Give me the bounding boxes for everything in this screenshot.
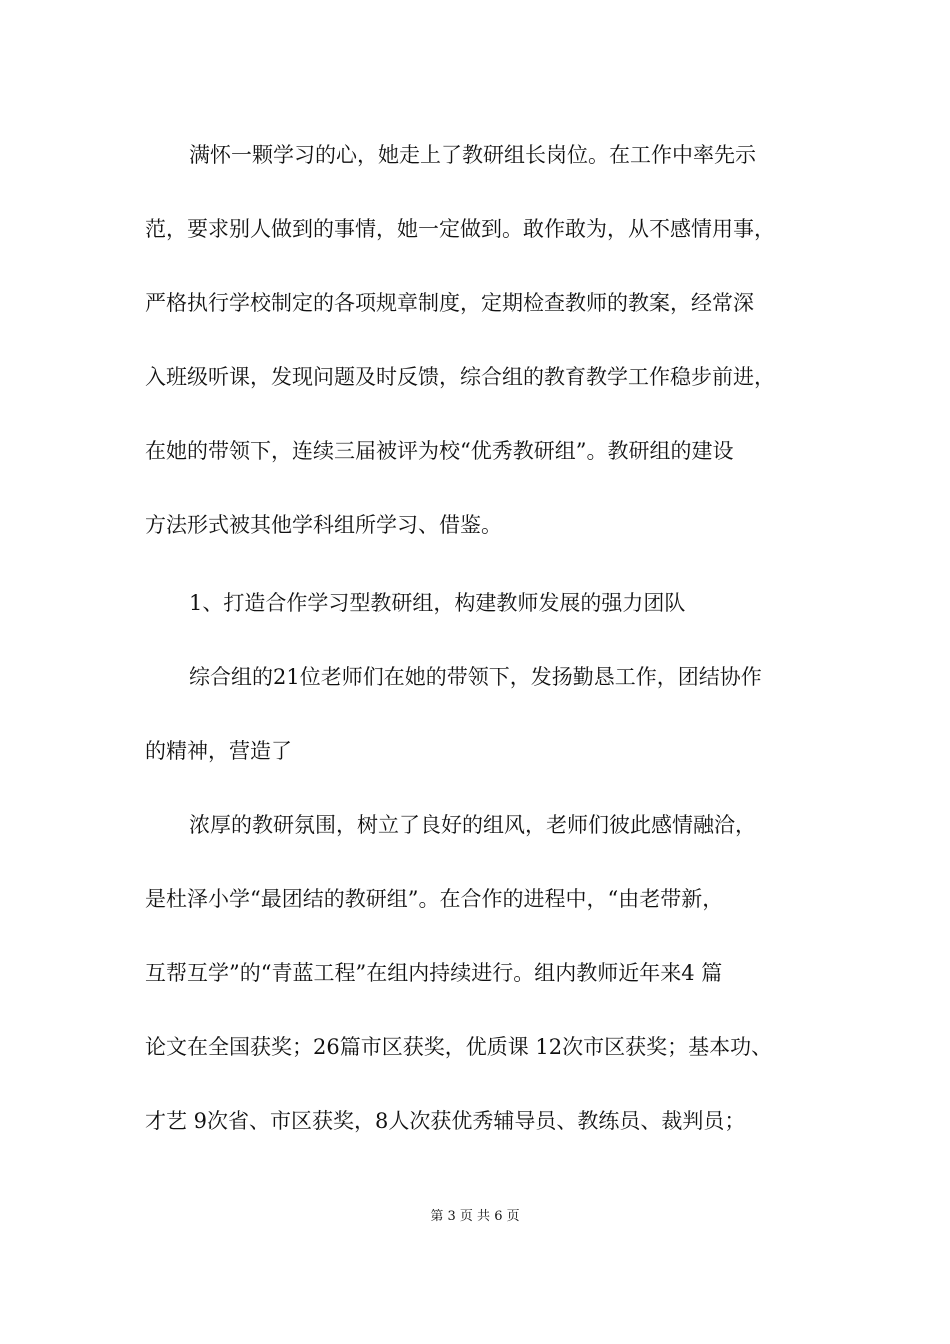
paragraph-line: 的精神，营造了 [145,739,292,763]
paragraph-line: 互帮互学”的“青蓝工程”在组内持续进行。组内教师近年来4 篇 [145,961,723,985]
section-heading: 1、打造合作学习型教研组，构建教师发展的强力团队 [189,591,686,615]
paragraph-line: 综合组的21位老师们在她的带领下，发扬勤恳工作，团结协作 [189,665,762,689]
paragraph-line: 是杜泽小学“最团结的教研组”。在合作的进程中，“由老带新， [145,887,724,911]
paragraph-line: 方法形式被其他学科组所学习、借鉴。 [145,513,502,537]
paragraph-line: 在她的带领下，连续三届被评为校“优秀教研组”。教研组的建设 [145,439,734,463]
paragraph-line: 浓厚的教研氛围，树立了良好的组风，老师们彼此感情融洽， [189,813,756,837]
paragraph-line: 才艺 9次省、市区获奖，8人次获优秀辅导员、教练员、裁判员； [145,1109,746,1133]
paragraph-line: 论文在全国获奖；26篇市区获奖，优质课 12次市区获奖；基本功、 [145,1035,773,1059]
paragraph-line: 满怀一颗学习的心，她走上了教研组长岗位。在工作中率先示 [189,143,756,167]
paragraph-line: 范，要求别人做到的事情，她一定做到。敢作敢为，从不感情用事， [145,217,775,241]
page-number-footer: 第 3 页 共 6 页 [430,1209,520,1224]
paragraph-line: 入班级听课，发现问题及时反馈，综合组的教育教学工作稳步前进， [145,365,775,389]
paragraph-line: 严格执行学校制定的各项规章制度，定期检查教师的教案，经常深 [145,291,754,315]
